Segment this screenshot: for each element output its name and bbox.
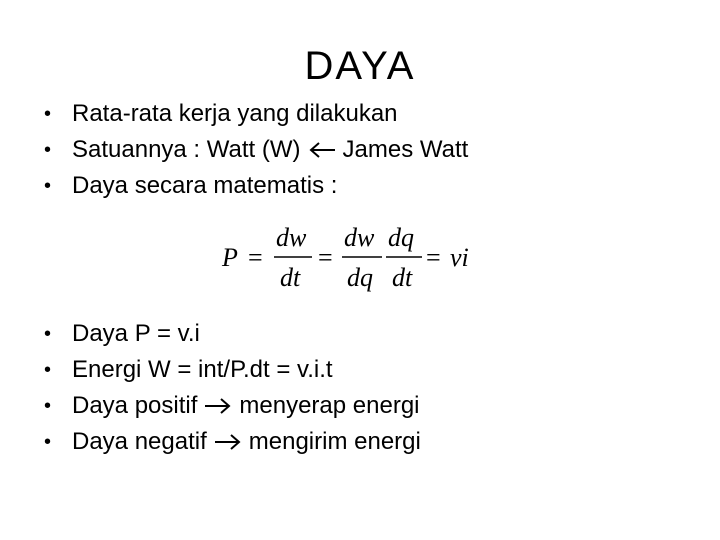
bullet-dot: • [44, 139, 52, 161]
bullet-text: Daya positif [72, 392, 198, 419]
formula-rhs: vi [450, 243, 469, 272]
formula-frac2-den: dq [347, 263, 373, 292]
slide-title: DAYA [304, 44, 416, 88]
bullet-item [44, 96, 468, 132]
formula-frac1-den: dt [280, 263, 301, 292]
bullet-item [44, 168, 468, 204]
bullet-dot: • [44, 359, 52, 381]
power-formula [220, 222, 480, 294]
right-arrow-icon [213, 432, 243, 452]
formula-frac3-num: dq [388, 223, 414, 252]
formula-svg [220, 222, 480, 294]
bullet-text: Satuannya : Watt (W) [72, 136, 301, 163]
bullet-text: Energi W = int/P.dt = v.i.t [72, 356, 333, 383]
bullet-item [44, 316, 421, 352]
bullet-item [44, 424, 421, 460]
bullet-item [44, 388, 421, 424]
formula-equals: = [426, 243, 441, 272]
bullet-list-bottom [44, 316, 421, 460]
bullet-text: Daya P = v.i [72, 320, 200, 347]
bullet-text: mengirim energi [248, 428, 421, 455]
left-arrow-icon [307, 140, 337, 160]
bullet-text: menyerap energi [239, 392, 420, 419]
bullet-dot: • [44, 175, 52, 197]
bullet-text: James Watt [342, 136, 469, 163]
bullet-text: Daya secara matematis : [72, 172, 338, 199]
formula-equals: = [248, 243, 263, 272]
formula-frac3-den: dt [392, 263, 413, 292]
right-arrow-icon [203, 396, 233, 416]
bullet-text: Rata-rata kerja yang dilakukan [72, 100, 398, 127]
bullet-dot: • [44, 323, 52, 345]
bullet-dot: • [44, 395, 52, 417]
bullet-dot: • [44, 103, 52, 125]
bullet-text: Daya negatif [72, 428, 207, 455]
formula-frac1-num: dw [276, 223, 307, 252]
formula-lhs: P [222, 243, 238, 272]
bullet-item [44, 352, 421, 388]
bullet-list-top [44, 96, 468, 204]
bullet-item [44, 132, 468, 168]
formula-equals: = [318, 243, 333, 272]
bullet-dot: • [44, 431, 52, 453]
formula-frac2-num: dw [344, 223, 375, 252]
